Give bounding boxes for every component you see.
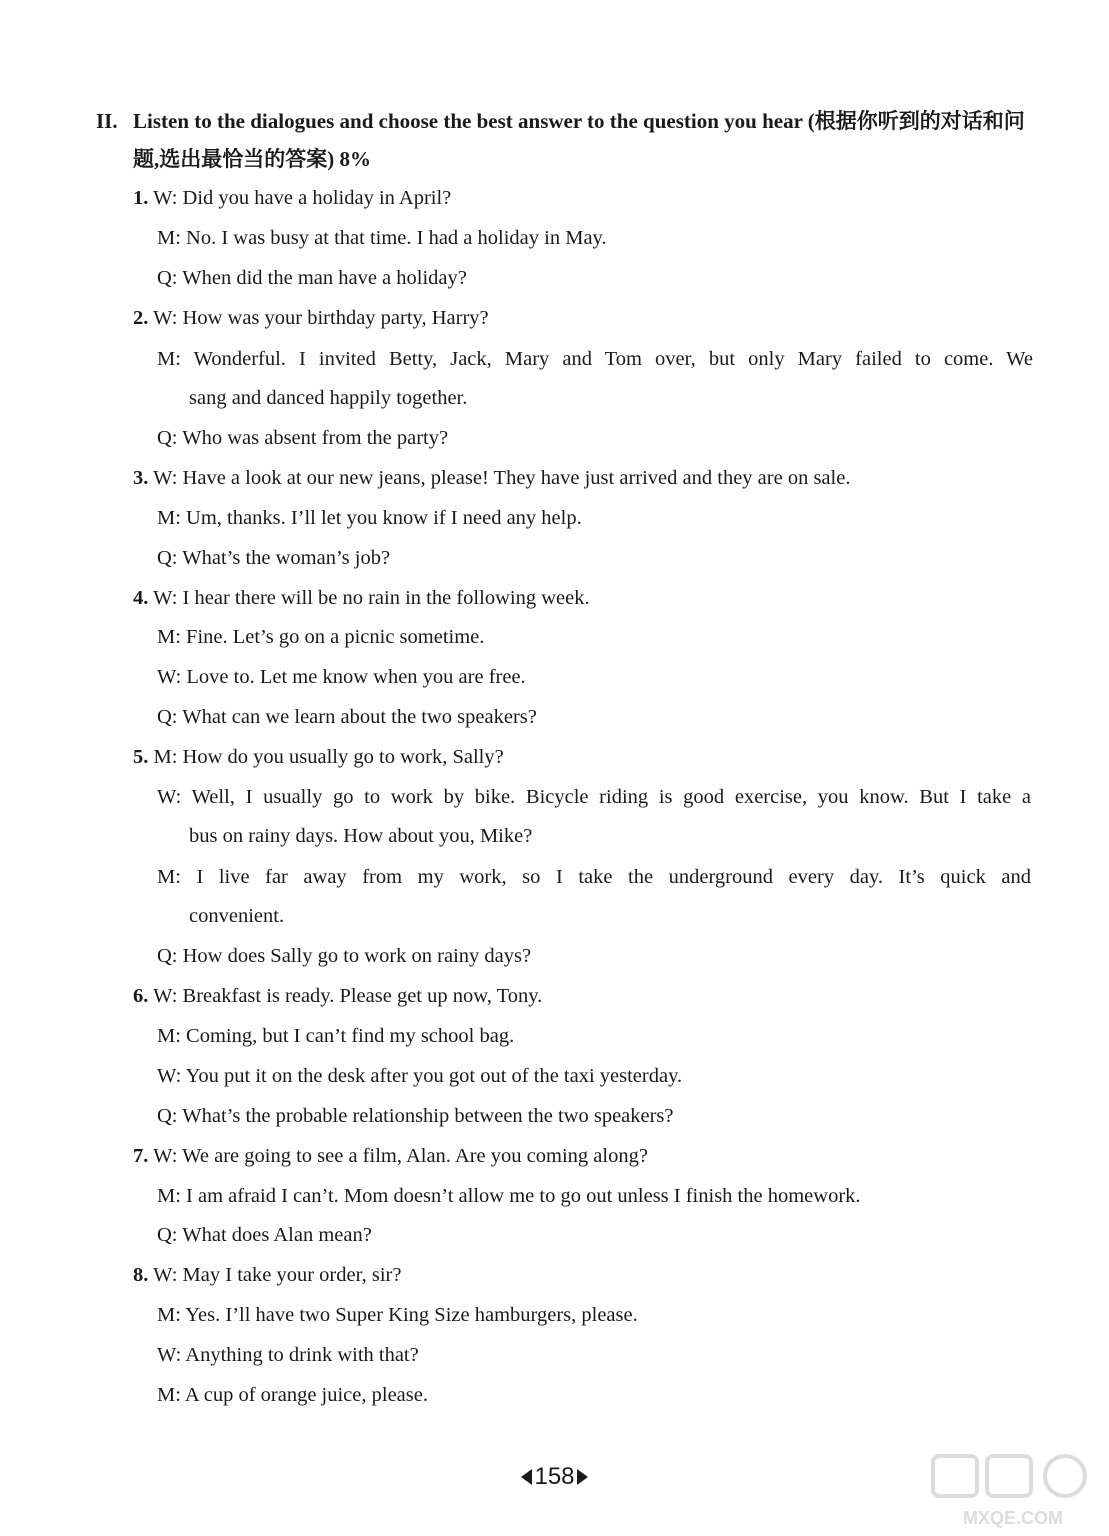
dialogue-line: M: Yes. I’ll have two Super King Size hamburgers, please. [157, 1304, 638, 1326]
question-number: 8. [133, 1264, 149, 1286]
dialogue-line: 2. W: How was your birthday party, Harry? [133, 307, 489, 329]
dialogue-line: W: Love to. Let me know when you are free. [157, 666, 526, 688]
dialogue-line-continuation: convenient. [189, 905, 285, 927]
dialogue-line: 7. W: We are going to see a film, Alan. Are you coming along? [133, 1145, 648, 1167]
dialogue-line: M: I am afraid I can’t. Mom doesn’t allow me to go out unless I finish the homework. [157, 1185, 861, 1207]
dialogue-line-continuation: sang and danced happily together. [189, 387, 468, 409]
dialogue-line: Q: What can we learn about the two speakers? [157, 706, 537, 728]
question-number: 6. [133, 985, 149, 1007]
dialogue-line: M: I live far away from my work, so I take the underground every day. It’s quick and [157, 866, 1031, 888]
dialogue-line: M: Wonderful. I invited Betty, Jack, Mary and Tom over, but only Mary failed to come. We [157, 348, 1033, 370]
dialogue-line: 5. M: How do you usually go to work, Sally? [133, 746, 504, 768]
question-number: 4. [133, 587, 149, 609]
page-number: 158 [0, 1462, 1109, 1492]
triangle-left-icon [521, 1469, 532, 1485]
dialogue-line: 3. W: Have a look at our new jeans, please! They have just arrived and they are on sale. [133, 467, 851, 489]
dialogue-line: 6. W: Breakfast is ready. Please get up now, Tony. [133, 985, 543, 1007]
section-title: Listen to the dialogues and choose the best answer to the question you hear (根据你听到的对话和问题,选出最恰当的答案) 8% [133, 109, 1025, 171]
dialogue-line: Q: How does Sally go to work on rainy days? [157, 945, 532, 967]
dialogue-line: Q: What’s the woman’s job? [157, 547, 391, 569]
question-number: 1. [133, 187, 149, 209]
question-number: 5. [133, 746, 149, 768]
dialogue-line: M: Um, thanks. I’ll let you know if I need any help. [157, 507, 582, 529]
dialogue-line: M: Fine. Let’s go on a picnic sometime. [157, 626, 485, 648]
dialogue-line: 1. W: Did you have a holiday in April? [133, 187, 452, 209]
dialogue-line-continuation: bus on rainy days. How about you, Mike? [189, 825, 533, 847]
question-number: 7. [133, 1145, 149, 1167]
watermark-text: MXQE.COM [962, 1508, 1064, 1528]
dialogue-line: Q: When did the man have a holiday? [157, 267, 467, 289]
question-number: 3. [133, 467, 149, 489]
section-number: II. [96, 109, 118, 133]
answer-stamp-icon [923, 1450, 1103, 1530]
question-number: 2. [133, 307, 149, 329]
dialogue-line: Q: Who was absent from the party? [157, 427, 449, 449]
dialogue-line: W: Well, I usually go to work by bike. Bicycle riding is good exercise, you know. But I take a [157, 786, 1031, 808]
section-heading [96, 102, 1041, 178]
dialogue-line: Q: What does Alan mean? [157, 1224, 372, 1246]
dialogue-line: M: Coming, but I can’t find my school bag. [157, 1025, 515, 1047]
dialogue-line: W: You put it on the desk after you got out of the taxi yesterday. [157, 1065, 683, 1087]
dialogue-line: M: No. I was busy at that time. I had a holiday in May. [157, 227, 607, 249]
dialogue-line: W: Anything to drink with that? [157, 1344, 419, 1366]
triangle-right-icon [577, 1469, 588, 1485]
dialogue-line: M: A cup of orange juice, please. [157, 1384, 428, 1406]
dialogue-line: 4. W: I hear there will be no rain in the following week. [133, 587, 590, 609]
dialogue-line: 8. W: May I take your order, sir? [133, 1264, 402, 1286]
dialogue-line: Q: What’s the probable relationship between the two speakers? [157, 1105, 674, 1127]
